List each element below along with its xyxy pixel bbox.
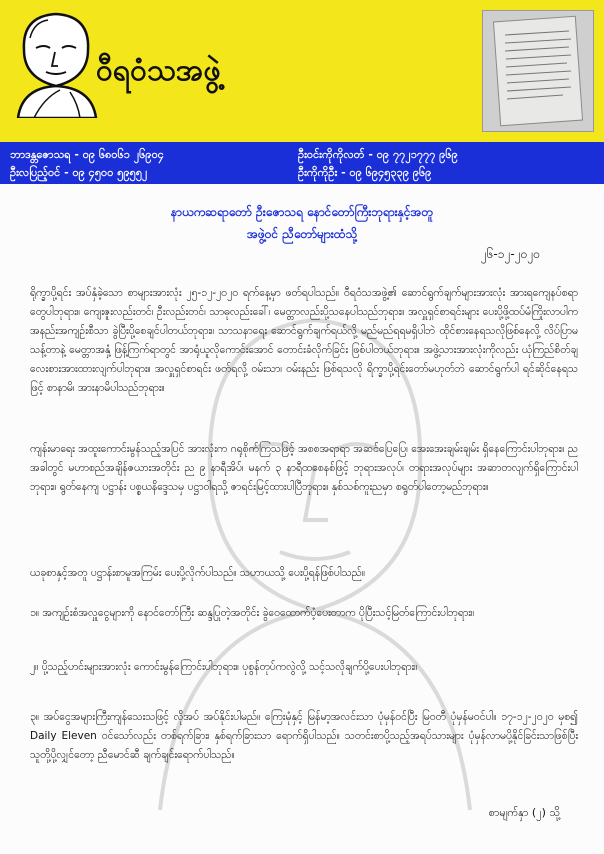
body-paragraph-2: ကျန်းမာရေး အထူးကောင်းမွန်သည့်အပြင် အားလုံးက ဂရုစိုက်ကြသဖြင့် အစစအရာရာ အဆင်ပြေပြေ၊ အေးအေးချမ်းချမ်း ရှိနေကြောင်းပါဘုရား။ ညအခါတွင် မဟာစည်အချိန်ဇယားအတိုင်း ည ၉ နာရီအိပ်၊ မနက် ၃ နာရီထစေနစ်ဖြင့် ဘုရားအလုပ်၊ တရားအလုပ်များ အဆာတလျက်ရှိကြောင်းပါဘုရား။ ရွတ်နေကျ ပဋ္ဌာန်း ပစ္စယနိဒ္ဒေသမှ ပဋ္ဌာဝါရသို့ ဇာရင်းမြင့်ထားပါပြီဘုရား။ နှစ်သစ်ကူးညမှာ စရွတ်ပါတော့မည်ဘုရား။ [30,443,578,493]
contact-phone-2: ဦးလပြည့်ဝင် - ၀၉ ၄၅၀၀ ၅၉၅၅၂ [10,166,148,179]
organization-name: ဝီရဝံသအဖွဲ့ [96,53,221,88]
body-paragraph-3: ယခုစာနှင့်အတူ ပဋ္ဌာန်းစာမူအကြမ်း ပေးပို့လိုက်ပါသည်။ သဟာယသို့ ပေးပို့ရန်ဖြစ်ပါသည်။ [30,567,366,579]
letterhead [0,0,604,142]
handwritten-letter-photo [482,10,594,132]
letter-subject-line-2: အဖွဲ့ဝင် ညီတော်များထံသို့ [246,227,358,241]
contact-phone-4: ဦးကိုကိုဦး - ၀၉ ၆၉၄၅၃၃၉ ၉၆၉ [298,166,432,179]
numbered-item-1: ၁။ အကျဉ်းစံအလှူငွေများကို နောင်တော်ကြီး ဆန္ဒပြုတဲ့အတိုင်း ခွဲဝေထောက်ပံ့ပေးတာက ပိုပြီးသင့်မြတ်ကြောင်းပါဘုရား။ [30,607,475,619]
numbered-item-2: ၂။ ပို့သည့်ဟင်းများအားလုံး ကောင်းမွန်ကြောင်းပါဘုရား။ ပုစွန်တုပ်ကလွဲလို့ သင့်သလိုချက်ပို့ပေးပါဘုရား။ [30,661,418,673]
letter-date: ၂၆-၁၂-၂၀၂၀ [480,247,540,261]
numbered-item-3: ၃။ အပ်ငွေအများကြီးကျန်သေးသဖြင့် လိုအပ် အပ်နိုင်းပါမည်။ ကြေးမုံနှင့် မြန်မာ့အလင်းသာ ပုံမှန်ဝင်ပြီး မြဝတီ ပုံမှန်မဝင်ပါ။ ၁၇-၁၂-၂၀၂၀ မှစ၍ Daily Eleven ဝင်သော်လည်း တစ်ရက်ခြား၊ နှစ်ရက်ခြားသာ ရောက်ရှိပါသည်။ သတင်းစာပို့သည့်အရပ်သားများ ပုံမှန်လာမပို့နိုင်ခြင်းသာဖြစ်ပြီး သူတို့ပို့လျှင်တော့ ညီမောင်ဆီ ချက်ချင်းရောက်ပါသည်။ [30,711,578,761]
body-paragraph-1: ရိုက္ခာပို့ရင်း အပ်နှံခဲ့သော စာများအားလုံး ၂၅-၁၂-၂၀၂၀ ရက်နေ့မှာ ဖတ်ရပါသည်။ ဝီရဝံသအဖွဲ့၏ ဆောင်ရွက်ချက်များအားလုံး အားရကျေနပ်စရာတွေပါဘုရား။ ကျေးဇူးလည်းတင်၊ ဦးလည်းတင်၊ သာဓုလည်းခေါ်၊ မေတ္တာလည်းပို့သနေပါသည်ဘုရား။ အလှူရှင်စာရင်းများ ပေးပို့ဖို့ထပ်မံကြိုးလာပါက အနည်းအကျဉ်းစီသာ ခွဲပြီးပို့စေချင်ပါတယ်ဘုရား။ သာသနာရေး ဆောင်ရွက်ချက်ရယ်လို့ မည်မည်ရရမရှိပါဘဲ ထိုင်စားနေရသလိုဖြစ်နေလို့ လိပ်ပြာမသန့်တာနဲ့ မေတ္တာအနှံ့ ဖြန့်ကြက်ရာတွင် အာရုံယူလိုကောင်းအောင် တောင်းခံလိုက်ခြင်း ဖြစ်ပါတယ်ဘုရား။ အဖွဲ့သားအားလုံးကိုလည်း ယုံကြည်စိတ်ချ လေးစားအားထားလျက်ပါဘုရား။ အလှူရှင်စာရင်း ဖတ်ရလို့ ဝမ်းသာ၊ ဝမ်းနည်း ဖြစ်ရသလို ရိက္ခာပို့ရင်းတော်မဟုတ်ဘဲ ဆောင်ရွက်ပါ ရင်ဆိုင်နေရသဖြင့် စာနာမိ၊ အားနာမိပါသည်ဘုရား။ [30,287,578,394]
contact-phone-3: ဦးဝင်းကိုကိုလတ် - ၀၉ ၇၇၂၁၇၇၇ ၉၆၉ [298,148,458,161]
contact-phone-1: ဘာဒန္တဇောသရ - ၀၉ ၆၈၀၆၁ ၂၆၉၀၄ [10,148,164,161]
continued-page-note: စာမျက်နှာ (၂) သို့ [488,806,560,819]
letter-subject-line-1: နာယကဆရာတော် ဦးဇောသရ နောင်တော်ကြီးဘုရားနှင့်အတူ [170,205,434,219]
monk-portrait-logo [14,8,98,118]
